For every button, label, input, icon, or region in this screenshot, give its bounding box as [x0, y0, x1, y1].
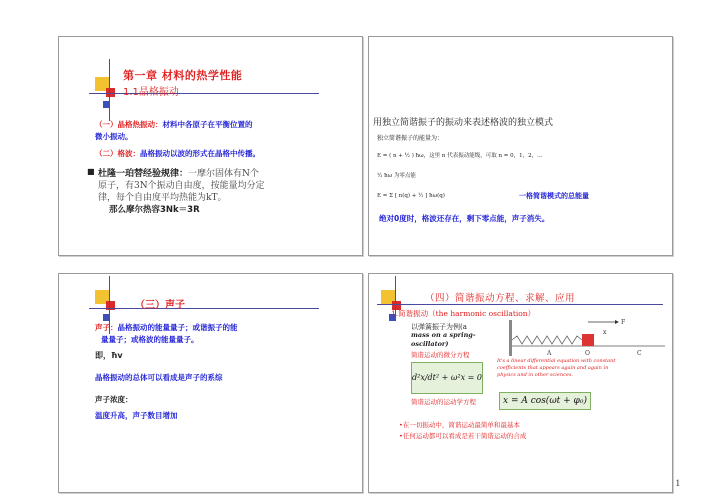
deco-horizontal-line [377, 304, 663, 305]
spring [512, 336, 582, 344]
law-line-1: 杜隆一珀替经验规律：一摩尔固体有N个 [98, 169, 259, 179]
slide-thumbnail-3[interactable] [58, 273, 363, 493]
bullet-2: •任何运动都可以看成是若干简谐运动的合成 [399, 432, 527, 440]
bullet-1: •在一切振动中，简谐运动最简单和最基本 [399, 421, 520, 429]
label-F: F [621, 319, 626, 326]
deco-horizontal-line [89, 308, 319, 309]
conclusion-text: 绝对0度时，格波还存在，剩下零点能，声子消失。 [379, 214, 550, 223]
page-number: 1 [675, 478, 680, 488]
example-line-3: oscillator) [411, 340, 449, 348]
definition-1: （一）晶格热振动：材料中各原子在平衡位置的 [95, 120, 253, 129]
example-line-1: 以弹簧振子为例(a [411, 323, 467, 331]
definition-1-cont: 微小振动。 [95, 132, 133, 141]
slide-title: 第一章 材料的热学性能 [123, 69, 243, 82]
phonon-concentration-label: 声子浓度： [95, 395, 133, 404]
phonon-energy: 即，ħv [95, 351, 123, 360]
label-A: A [547, 350, 552, 357]
slide-thumbnail-4[interactable] [368, 273, 673, 493]
slide-title: 用独立简谐振子的振动来表述格波的独立模式 [373, 118, 554, 128]
bullet-marker: ■ [87, 167, 95, 176]
mass-block [582, 334, 594, 346]
note-line-2: coefficients that appears again and again in [497, 365, 609, 371]
slide-subheading: 1.简谐振动（the harmonic oscillation） [391, 309, 536, 318]
total-energy-label: 一格简谐模式的总能量 [519, 192, 589, 200]
differential-equation: d²x/dt² + ω²x = 0 [411, 362, 483, 394]
slide-title: （四）简谐振动方程、求解、应用 [425, 293, 576, 304]
zero-point-energy: ½ ħω 为零点能 [377, 173, 416, 179]
phonon-definition-cont: 量量子；或格波的能量量子。 [101, 335, 199, 344]
phonon-ensemble: 晶格振动的总体可以看成是声子的系综 [95, 373, 223, 382]
motion-eq-label: 简谐运动的运动学方程 [411, 398, 476, 406]
label-x: x [603, 329, 607, 336]
diff-eq-label: 简谐运动的微分方程 [411, 351, 470, 359]
note-line-3: physics and in other sciences. [497, 372, 574, 378]
label-C: C [637, 350, 642, 357]
note-line-1: It's a linear differential equation with constant [497, 358, 616, 364]
slide-thumbnail-1[interactable] [58, 36, 363, 256]
spring-oscillator-diagram [507, 314, 667, 358]
slide-subtitle: 1.1晶格振动 [123, 87, 179, 98]
wall [509, 320, 512, 356]
example-line-2: mass on a spring- [411, 331, 476, 339]
phonon-definition: 声子：晶格振动的能量量子；或谐振子的能 [95, 323, 238, 332]
law-line-3: 律，每个自由度平均热能为kT。 [98, 193, 227, 203]
law-line-2: 原子，有3N个振动自由度，按能量均分定 [98, 181, 265, 191]
deco-vertical-line [109, 59, 110, 121]
slide-thumbnail-2[interactable] [368, 36, 673, 256]
total-energy-formula: E = Σ [ n(q) + ½ ] ħω(q) [377, 193, 445, 199]
label-O: O [585, 350, 590, 357]
motion-equation: x = A cos(ωt + φ₀) [499, 392, 591, 410]
law-line-4: 那么摩尔热容3Nk＝3R [109, 205, 200, 215]
force-arrow-head [615, 320, 619, 324]
energy-label: 独立简谐振子的能量为： [377, 135, 444, 142]
slide-title: （三）声子 [135, 300, 185, 311]
phonon-concentration-text: 温度升高，声子数目增加 [95, 411, 178, 420]
definition-2: （二）格波：晶格振动以波的形式在晶格中传播。 [95, 149, 260, 158]
energy-formula: E = ( n + ½ ) ħω，这里 n 代表振动能级，可取 n = 0，1，2，… [377, 153, 543, 159]
